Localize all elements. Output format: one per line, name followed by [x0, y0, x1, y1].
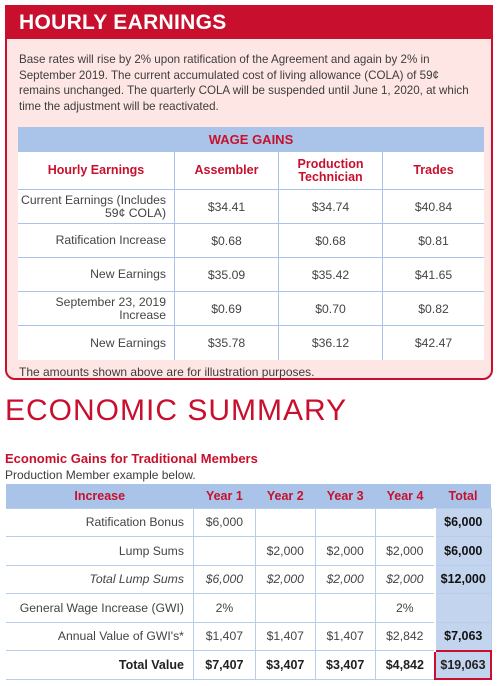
- cell-value: [193, 537, 255, 566]
- economic-header: Year 3: [315, 484, 375, 508]
- cell-value: $2,842: [375, 622, 435, 651]
- economic-header: Total: [435, 484, 491, 508]
- wage-gains-header-row: [18, 152, 484, 190]
- cell-value: $2,000: [375, 537, 435, 566]
- cell-value: $35.09: [174, 258, 278, 291]
- illustration-note: The amounts shown above are for illustration purposes.: [19, 365, 315, 379]
- table-row: [18, 258, 484, 292]
- row-label: General Wage Increase (GWI): [6, 594, 193, 623]
- row-label: Total Value: [6, 651, 193, 680]
- cell-value: $0.70: [278, 292, 382, 325]
- cell-value: [375, 508, 435, 537]
- hourly-earnings-title: HOURLY EARNINGS: [7, 7, 491, 39]
- total-cell: $12,000: [435, 565, 491, 594]
- total-cell: $7,063: [435, 622, 491, 651]
- economic-header-row: [6, 484, 491, 508]
- cell-value: $35.78: [174, 326, 278, 360]
- economic-summary-title: ECONOMIC SUMMARY: [5, 394, 348, 427]
- table-row: [18, 326, 484, 360]
- economic-example-note: Production Member example below.: [5, 468, 196, 482]
- grand-total-cell: $19,063: [435, 651, 491, 680]
- cell-value: [315, 594, 375, 623]
- cell-value: 2%: [193, 594, 255, 623]
- hourly-earnings-box: [5, 5, 493, 380]
- cell-value: $34.74: [278, 190, 382, 223]
- row-label: September 23, 2019 Increase: [55, 294, 166, 322]
- cell-value: $0.68: [278, 224, 382, 257]
- table-row: [6, 537, 491, 566]
- cell-value: $2,000: [375, 565, 435, 594]
- table-row: [18, 190, 484, 224]
- row-label: Ratification Increase: [55, 233, 166, 247]
- cell-value: $0.68: [174, 224, 278, 257]
- row-label: New Earnings: [90, 335, 166, 350]
- cell-value: $40.84: [382, 190, 484, 223]
- cell-value: $0.69: [174, 292, 278, 325]
- wage-gains-header: Assembler: [174, 152, 278, 189]
- wage-gains-header: Production Technician: [278, 152, 382, 189]
- table-row: [6, 594, 491, 623]
- economic-gains-table: [6, 484, 492, 680]
- row-label: Lump Sums: [6, 537, 193, 566]
- cell-value: 2%: [375, 594, 435, 623]
- economic-header: Year 4: [375, 484, 435, 508]
- row-label: Current Earnings (Includes 59¢ COLA): [21, 192, 166, 220]
- cell-value: [255, 508, 315, 537]
- total-value-row: [6, 651, 491, 680]
- economic-gains-subtitle: Economic Gains for Traditional Members: [5, 451, 258, 466]
- table-row: [6, 565, 491, 594]
- row-label: Ratification Bonus: [6, 508, 193, 537]
- cell-value: $0.82: [382, 292, 484, 325]
- cell-value: $6,000: [193, 508, 255, 537]
- total-cell: $6,000: [435, 508, 491, 537]
- cell-value: $1,407: [193, 622, 255, 651]
- cell-value: $1,407: [315, 622, 375, 651]
- wage-gains-header: Hourly Earnings: [47, 163, 145, 177]
- cell-value: $2,000: [255, 565, 315, 594]
- cell-value: $34.41: [174, 190, 278, 223]
- hourly-earnings-intro: Base rates will rise by 2% upon ratification of the Agreement and again by 2% in September 2019. The current accumulated cost of living allowance (COLA) of 59¢ remains unchanged. The quarterly COLA will be suspended until June 1, 2020, at which time the adjustment will be reactivated.: [19, 53, 469, 113]
- row-label: New Earnings: [90, 267, 166, 281]
- total-cell: $6,000: [435, 537, 491, 566]
- cell-value: $1,407: [255, 622, 315, 651]
- table-row: [18, 224, 484, 258]
- cell-value: $3,407: [255, 651, 315, 680]
- table-row: [6, 622, 491, 651]
- row-label: Annual Value of GWI's*: [6, 622, 193, 651]
- cell-value: $35.42: [278, 258, 382, 291]
- table-row: [18, 292, 484, 326]
- cell-value: [315, 508, 375, 537]
- economic-header: Increase: [6, 484, 193, 508]
- wage-gains-title: WAGE GAINS: [18, 127, 484, 152]
- total-cell: [435, 594, 491, 623]
- table-row: [6, 508, 491, 537]
- economic-header: Year 2: [255, 484, 315, 508]
- cell-value: $42.47: [382, 326, 484, 360]
- cell-value: $2,000: [315, 537, 375, 566]
- wage-gains-header: Trades: [382, 152, 484, 189]
- wage-gains-table: [18, 127, 484, 360]
- cell-value: $0.81: [382, 224, 484, 257]
- cell-value: $6,000: [193, 565, 255, 594]
- cell-value: $36.12: [278, 326, 382, 360]
- row-label: Total Lump Sums: [6, 565, 193, 594]
- cell-value: $2,000: [315, 565, 375, 594]
- cell-value: $41.65: [382, 258, 484, 291]
- cell-value: $7,407: [193, 651, 255, 680]
- economic-header: Year 1: [193, 484, 255, 508]
- cell-value: [255, 594, 315, 623]
- cell-value: $2,000: [255, 537, 315, 566]
- cell-value: $4,842: [375, 651, 435, 680]
- cell-value: $3,407: [315, 651, 375, 680]
